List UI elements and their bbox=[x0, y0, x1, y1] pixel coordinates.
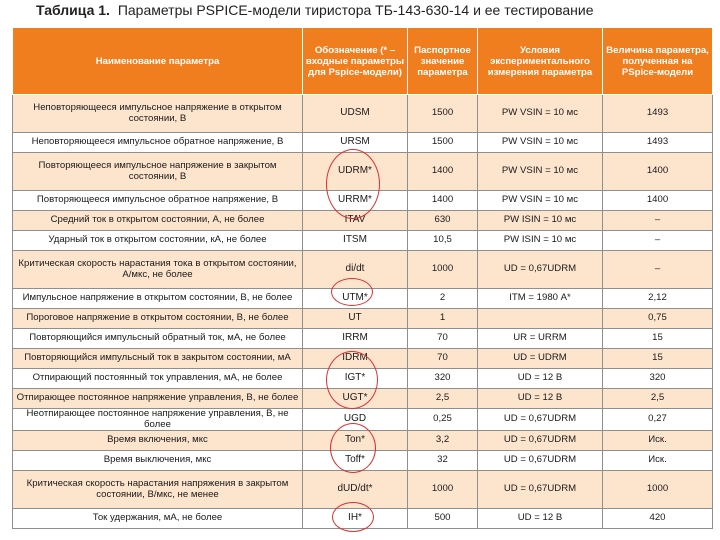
cell-symbol: UDSM bbox=[303, 95, 408, 133]
cell-passport-value: 2 bbox=[408, 289, 478, 309]
cell-model-value: 1000 bbox=[603, 471, 713, 509]
cell-parameter-name: Отпирающее постоянное напряжение управления, В, не более bbox=[13, 389, 303, 409]
table-row bbox=[13, 133, 713, 153]
cell-parameter-name: Средний ток в открытом состоянии, А, не более bbox=[13, 211, 303, 231]
cell-symbol: URRM* bbox=[303, 191, 408, 211]
header-measurement-conditions: Условия экспериментального измерения параметра bbox=[478, 28, 603, 95]
cell-model-value: 1400 bbox=[603, 191, 713, 211]
cell-symbol: Ton* bbox=[303, 431, 408, 451]
cell-passport-value: 3,2 bbox=[408, 431, 478, 451]
cell-symbol: IRRM bbox=[303, 329, 408, 349]
cell-parameter-name: Повторяющийся импульсный обратный ток, мА, не более bbox=[13, 329, 303, 349]
table-row bbox=[13, 231, 713, 251]
cell-passport-value: 320 bbox=[408, 369, 478, 389]
cell-parameter-name: Критическая скорость нарастания тока в открытом состоянии, А/мкс, не более bbox=[13, 251, 303, 289]
header-parameter-name: Наименование параметра bbox=[13, 28, 303, 95]
cell-condition: PW VSIN = 10 мс bbox=[478, 95, 603, 133]
cell-model-value: 320 bbox=[603, 369, 713, 389]
table-title bbox=[36, 2, 593, 18]
cell-model-value: 0,75 bbox=[603, 309, 713, 329]
cell-model-value: – bbox=[603, 231, 713, 251]
table-header-row bbox=[13, 28, 713, 95]
table-title-text: Параметры PSPICE-модели тиристора ТБ-143-630-14 и ее тестирование bbox=[117, 2, 594, 18]
table-row bbox=[13, 309, 713, 329]
annotation-circle-utm bbox=[331, 278, 373, 306]
cell-condition: PW ISIN = 10 мс bbox=[478, 231, 603, 251]
header-model-value: Величина параметра, полученная на PSpice-модели bbox=[603, 28, 713, 95]
cell-parameter-name: Импульсное напряжение в открытом состоянии, В, не более bbox=[13, 289, 303, 309]
cell-passport-value: 0,25 bbox=[408, 409, 478, 431]
cell-symbol: IDRM bbox=[303, 349, 408, 369]
annotation-circle-ih bbox=[332, 502, 374, 532]
cell-parameter-name: Повторяющееся импульсное обратное напряжение, В bbox=[13, 191, 303, 211]
cell-condition: UD = 0,67UDRM bbox=[478, 431, 603, 451]
cell-condition: UD = UDRM bbox=[478, 349, 603, 369]
cell-symbol: UGD bbox=[303, 409, 408, 431]
cell-symbol: Toff* bbox=[303, 451, 408, 471]
cell-parameter-name: Ударный ток в открытом состоянии, кА, не более bbox=[13, 231, 303, 251]
header-passport-value: Паспортное значение параметра bbox=[408, 28, 478, 95]
cell-condition: UD = 12 В bbox=[478, 369, 603, 389]
cell-condition: PW ISIN = 10 мс bbox=[478, 211, 603, 231]
cell-condition: PW VSIN = 10 мс bbox=[478, 153, 603, 191]
cell-parameter-name: Критическая скорость нарастания напряжения в закрытом состоянии, В/мкс, не менее bbox=[13, 471, 303, 509]
annotation-circle-igt-ugt bbox=[326, 351, 378, 409]
cell-parameter-name: Повторяющееся импульсное напряжение в закрытом состоянии, В bbox=[13, 153, 303, 191]
annotation-circle-udrm-urrm bbox=[326, 149, 380, 219]
cell-condition: UD = 0,67UDRM bbox=[478, 409, 603, 431]
cell-parameter-name: Время включения, мкс bbox=[13, 431, 303, 451]
cell-passport-value: 1500 bbox=[408, 95, 478, 133]
cell-symbol: UTM* bbox=[303, 289, 408, 309]
cell-symbol: UDRM* bbox=[303, 153, 408, 191]
cell-parameter-name: Время выключения, мкс bbox=[13, 451, 303, 471]
cell-passport-value: 10,5 bbox=[408, 231, 478, 251]
table-title-label: Таблица 1. bbox=[36, 2, 110, 18]
cell-symbol: UT bbox=[303, 309, 408, 329]
cell-symbol: IH* bbox=[303, 509, 408, 529]
cell-model-value: 420 bbox=[603, 509, 713, 529]
cell-model-value: 2,5 bbox=[603, 389, 713, 409]
cell-parameter-name: Неповторяющееся импульсное напряжение в открытом состоянии, В bbox=[13, 95, 303, 133]
cell-symbol: UGT* bbox=[303, 389, 408, 409]
cell-condition: UD = 12 В bbox=[478, 509, 603, 529]
cell-parameter-name: Отпирающий постоянный ток управления, мА, не более bbox=[13, 369, 303, 389]
cell-parameter-name: Пороговое напряжение в открытом состоянии, В, не более bbox=[13, 309, 303, 329]
cell-passport-value: 1000 bbox=[408, 251, 478, 289]
cell-passport-value: 1400 bbox=[408, 191, 478, 211]
cell-passport-value: 500 bbox=[408, 509, 478, 529]
cell-model-value: 2,12 bbox=[603, 289, 713, 309]
cell-model-value: 1493 bbox=[603, 95, 713, 133]
cell-model-value: 1400 bbox=[603, 153, 713, 191]
cell-condition: PW VSIN = 10 мс bbox=[478, 133, 603, 153]
cell-condition: UD = 0,67UDRM bbox=[478, 471, 603, 509]
cell-condition: UD = 0,67UDRM bbox=[478, 251, 603, 289]
cell-symbol: IGT* bbox=[303, 369, 408, 389]
table-row bbox=[13, 329, 713, 349]
cell-model-value: – bbox=[603, 251, 713, 289]
cell-model-value: – bbox=[603, 211, 713, 231]
cell-condition: PW VSIN = 10 мс bbox=[478, 191, 603, 211]
cell-symbol: dUD/dt* bbox=[303, 471, 408, 509]
cell-passport-value: 70 bbox=[408, 349, 478, 369]
annotation-circle-ton-toff bbox=[330, 423, 376, 473]
cell-passport-value: 630 bbox=[408, 211, 478, 231]
header-symbol: Обозначение (* – входные параметры для Pspice-модели) bbox=[303, 28, 408, 95]
cell-parameter-name: Ток удержания, мА, не более bbox=[13, 509, 303, 529]
cell-passport-value: 1400 bbox=[408, 153, 478, 191]
cell-passport-value: 2,5 bbox=[408, 389, 478, 409]
cell-model-value: Иск. bbox=[603, 451, 713, 471]
cell-model-value: 15 bbox=[603, 349, 713, 369]
table-row bbox=[13, 95, 713, 133]
cell-parameter-name: Повторяющийся импульсный ток в закрытом состоянии, мА bbox=[13, 349, 303, 369]
cell-symbol: ITSM bbox=[303, 231, 408, 251]
cell-passport-value: 32 bbox=[408, 451, 478, 471]
cell-passport-value: 1000 bbox=[408, 471, 478, 509]
cell-model-value: 15 bbox=[603, 329, 713, 349]
cell-condition bbox=[478, 309, 603, 329]
cell-passport-value: 70 bbox=[408, 329, 478, 349]
cell-passport-value: 1 bbox=[408, 309, 478, 329]
cell-model-value: 0,27 bbox=[603, 409, 713, 431]
cell-condition: ITM = 1980 А* bbox=[478, 289, 603, 309]
cell-parameter-name: Неповторяющееся импульсное обратное напряжение, В bbox=[13, 133, 303, 153]
cell-condition: UR = URRM bbox=[478, 329, 603, 349]
cell-condition: UD = 0,67UDRM bbox=[478, 451, 603, 471]
cell-symbol: di/dt bbox=[303, 251, 408, 289]
cell-model-value: 1493 bbox=[603, 133, 713, 153]
cell-symbol: URSM bbox=[303, 133, 408, 153]
cell-parameter-name: Неотпирающее постоянное напряжение управления, В, не более bbox=[13, 409, 303, 431]
cell-model-value: Иск. bbox=[603, 431, 713, 451]
cell-symbol: ITAV bbox=[303, 211, 408, 231]
cell-condition: UD = 12 В bbox=[478, 389, 603, 409]
cell-passport-value: 1500 bbox=[408, 133, 478, 153]
